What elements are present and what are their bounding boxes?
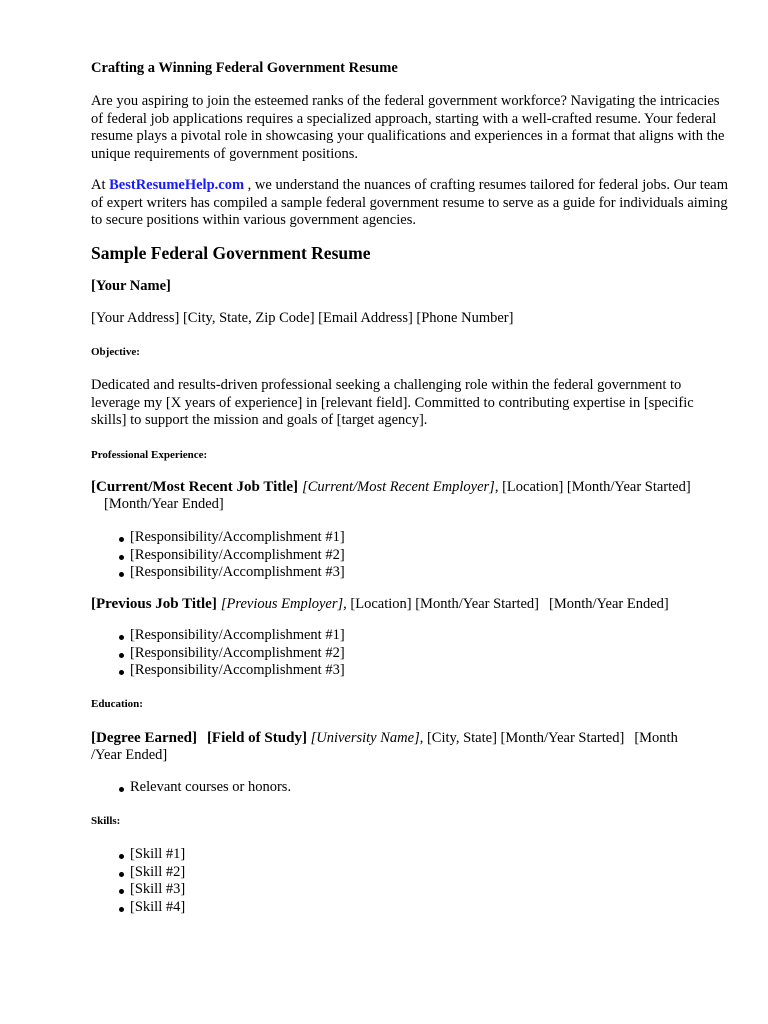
objective-text: Dedicated and results-driven professional seeking a challenging role within the federal government to leverage my [X years of experience] in [relevant field]. Committed to contributing expertise in [specific skills] to support the mission and goals of [target agency]. (91, 377, 694, 428)
job-1-started: [Month/Year Started] (566, 479, 691, 495)
bullet-icon (119, 907, 124, 912)
education-label: Education: (91, 698, 143, 710)
list-item: [Responsibility/Accomplishment #2] (117, 547, 345, 565)
bullet-icon (119, 635, 124, 640)
bullet-icon (119, 872, 124, 877)
job-2-location: , [Location] (343, 596, 412, 612)
list-item: [Responsibility/Accomplishment #3] (117, 564, 345, 582)
education-field: [Field of Study] (206, 730, 307, 746)
job-1-location: , [Location] (494, 479, 564, 495)
intro-paragraph-2-prefix: At (91, 177, 110, 193)
resume-heading: Sample Federal Government Resume (91, 243, 371, 263)
skills-label: Skills: (91, 815, 121, 827)
resume-name: [Your Name] (91, 278, 171, 294)
bullet-icon (119, 787, 124, 792)
job-2-employer: [Previous Employer] (220, 596, 344, 612)
bullet-icon (119, 670, 124, 675)
bullet-icon (119, 653, 124, 658)
job-2-line (91, 596, 669, 614)
list-item: Relevant courses or honors. (117, 779, 291, 797)
job-1-title: [Current/Most Recent Job Title] (91, 479, 299, 495)
education-city-state: , [City, State] (419, 730, 497, 746)
job-2-title: [Previous Job Title] (91, 596, 217, 612)
education-ended-part1: [Month (634, 730, 678, 746)
bullet-icon (119, 854, 124, 859)
objective-label: Objective: (91, 346, 140, 358)
job-1-bullets (117, 529, 345, 582)
resume-contact-line: [Your Address] [City, State, Zip Code] [Email Address] [Phone Number] (91, 310, 514, 326)
list-item: [Responsibility/Accomplishment #1] (117, 627, 345, 645)
bullet-icon (119, 555, 124, 560)
education-university: [University Name] (310, 730, 420, 746)
list-item: [Responsibility/Accomplishment #2] (117, 645, 345, 663)
list-item: [Skill #2] (117, 864, 185, 882)
experience-label: Professional Experience: (91, 449, 208, 461)
list-item: [Skill #3] (117, 881, 185, 899)
intro-paragraph-2-suffix: , we understand the nuances of crafting resumes tailored for federal jobs. Our team of expert writers has compiled a sample federal government resume to serve as a guide for individuals aiming to secure positions within various government agencies. (91, 177, 728, 228)
list-item: [Responsibility/Accomplishment #3] (117, 662, 345, 680)
job-1-employer: [Current/Most Recent Employer] (302, 479, 495, 495)
education-degree: [Degree Earned] (91, 730, 197, 746)
intro-title: Crafting a Winning Federal Government Resume (91, 60, 398, 76)
best-resume-help-link[interactable]: BestResumeHelp.com (109, 177, 245, 193)
skills-list (117, 846, 185, 916)
intro-paragraph-1: Are you aspiring to join the esteemed ranks of the federal government workforce? Navigating the intricacies of federal job applications requires a specialized approach, starting with a well-crafted resume. Your federal resume plays a pivotal role in showcasing your qualifications and experiences in a format that aligns with the unique requirements of government positions. (91, 93, 725, 162)
list-item: [Responsibility/Accomplishment #1] (117, 529, 345, 547)
bullet-icon (119, 537, 124, 542)
education-line (91, 730, 678, 748)
job-2-ended: [Month/Year Ended] (549, 596, 669, 612)
education-bullets (117, 779, 291, 797)
bullet-icon (119, 572, 124, 577)
job-1-line (91, 479, 691, 497)
list-item: [Skill #1] (117, 846, 185, 864)
list-item: [Skill #4] (117, 899, 185, 917)
education-ended-part2: /Year Ended] (91, 747, 168, 763)
job-1-ended: [Month/Year Ended] (104, 496, 224, 512)
job-2-bullets (117, 627, 345, 680)
education-started: [Month/Year Started] (500, 730, 625, 746)
bullet-icon (119, 889, 124, 894)
intro-paragraph-2 (91, 177, 731, 230)
job-2-started: [Month/Year Started] (415, 596, 539, 612)
